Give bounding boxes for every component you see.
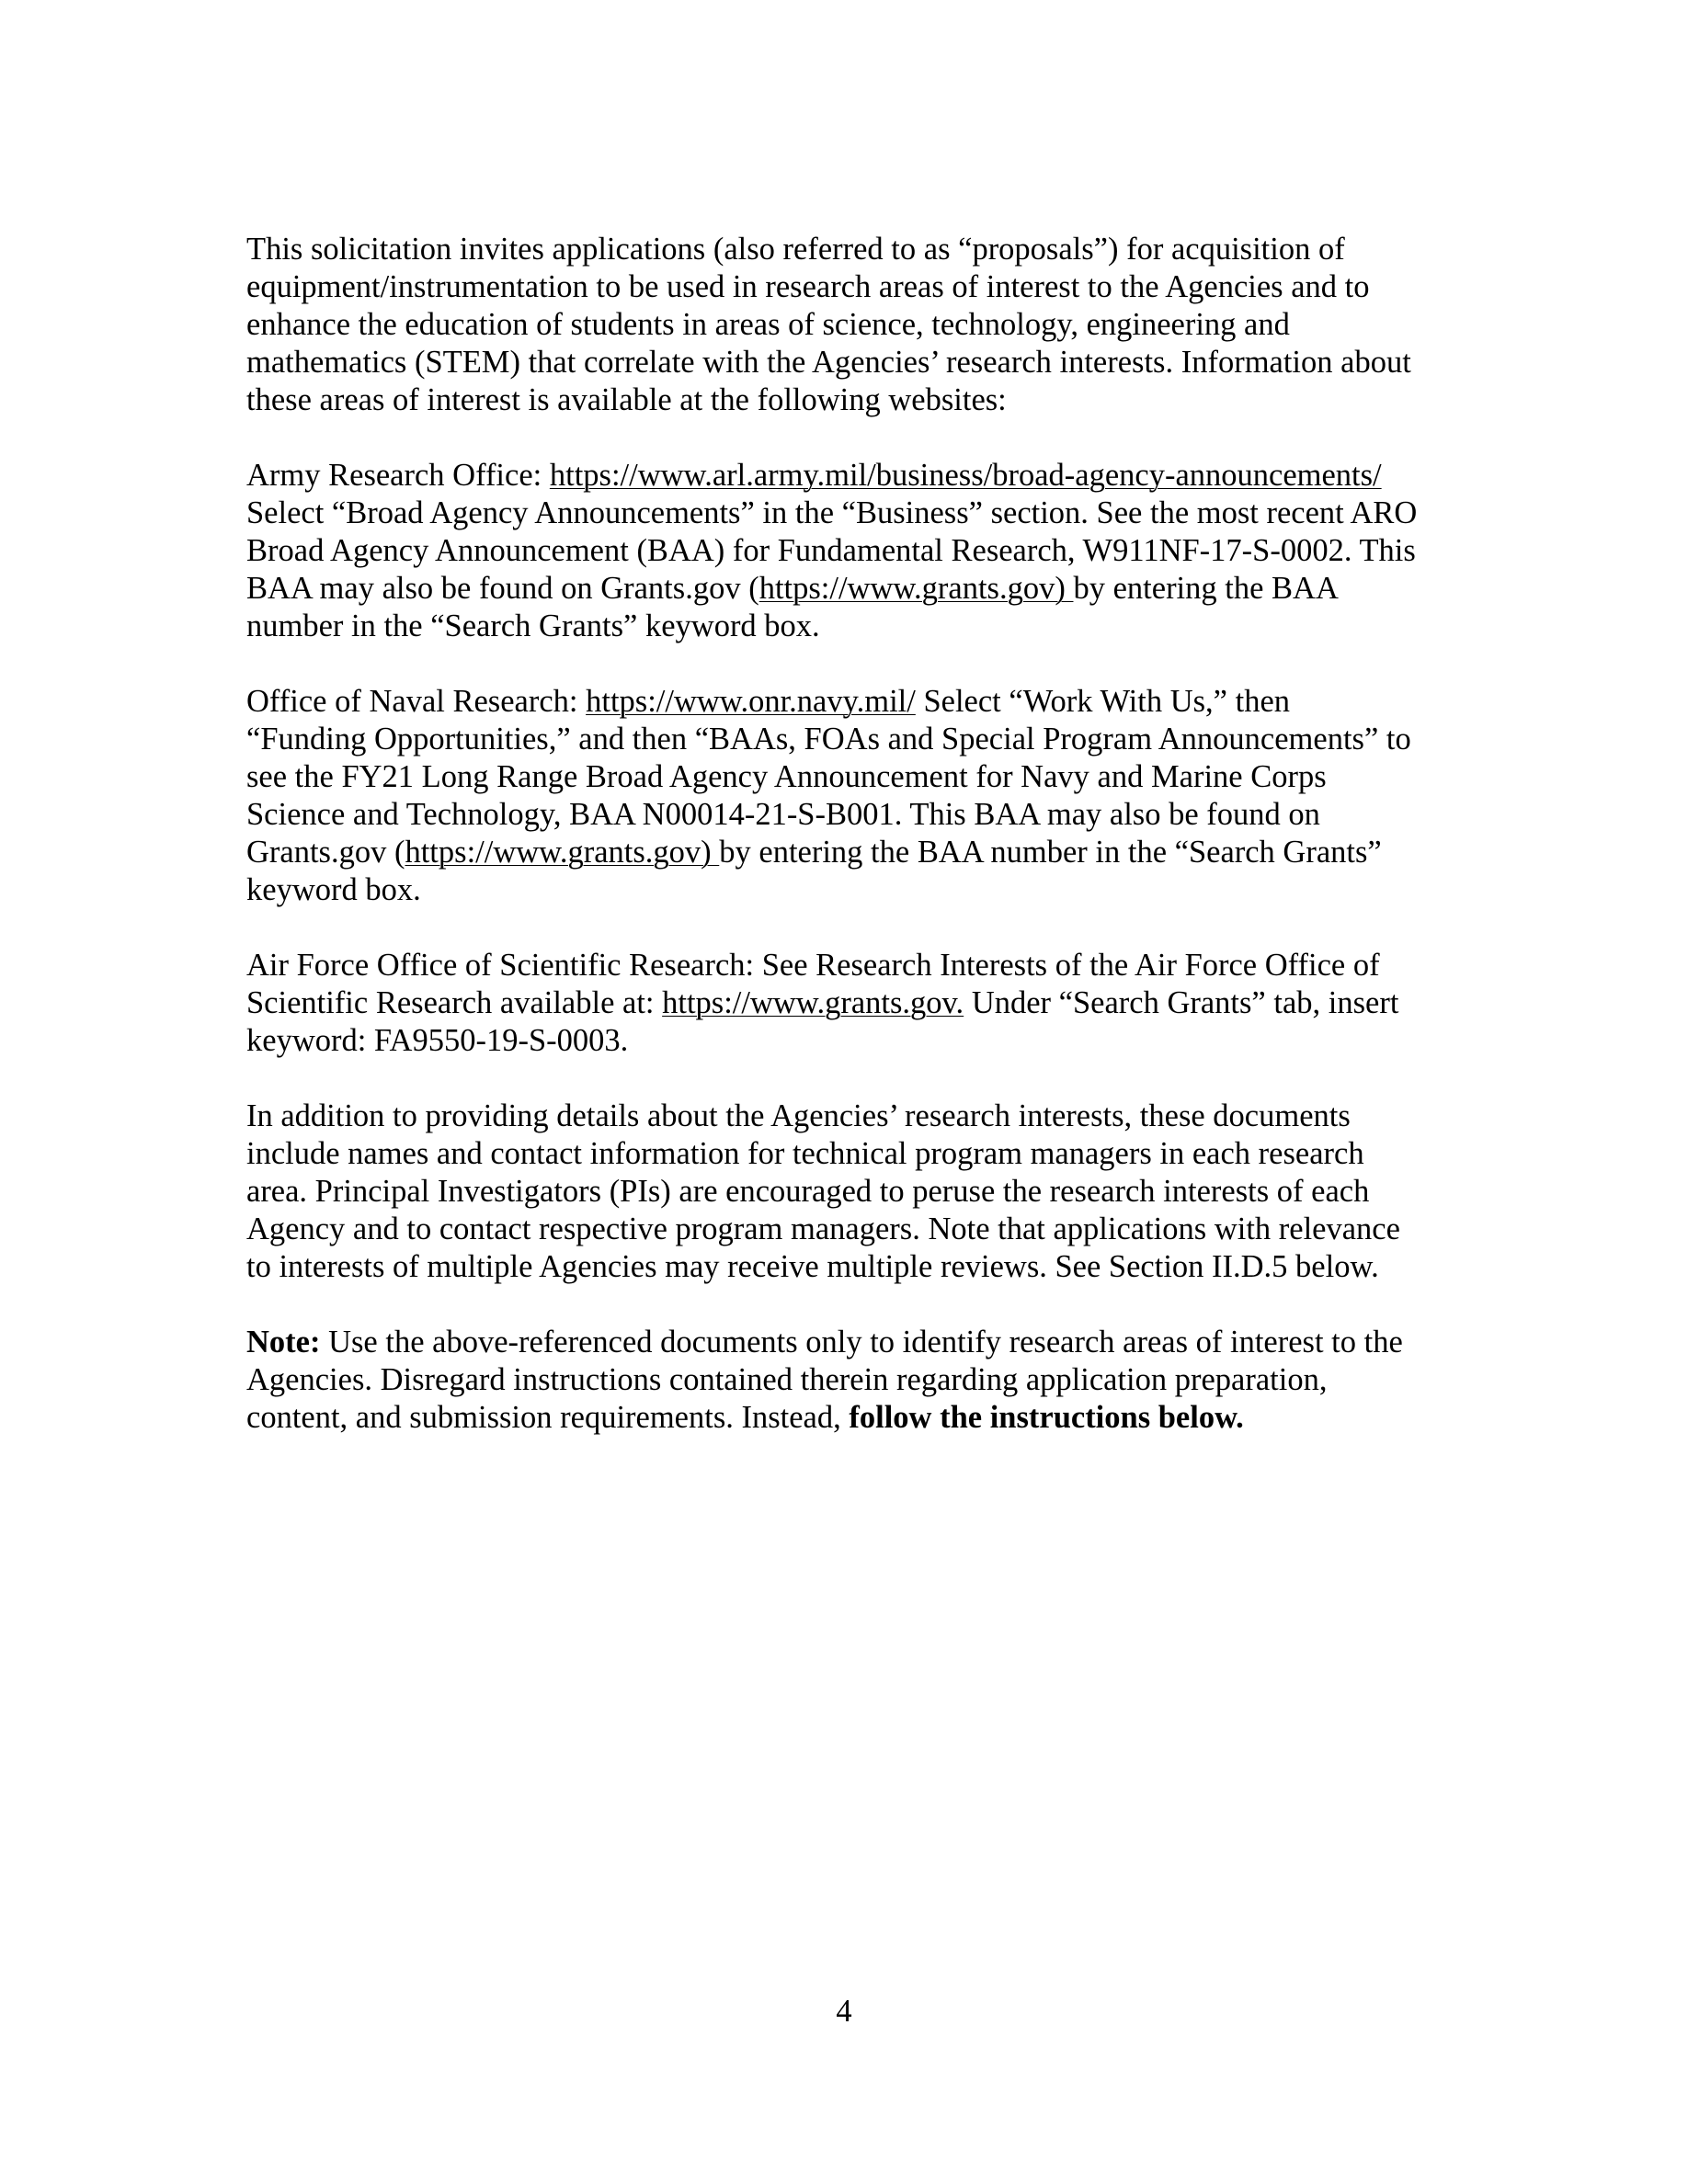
- page-number: 4: [836, 1994, 852, 2029]
- text-line: see the FY21 Long Range Broad Agency Announcement for Navy and Marine Corps: [246, 759, 1327, 794]
- text-line: Air Force Office of Scientific Research: See Research Interests of the Air Force Office of: [246, 948, 1380, 983]
- text-line: number in the “Search Grants” keyword box.: [246, 609, 820, 643]
- note-paragraph: [246, 1324, 1478, 1437]
- text-line: area. Principal Investigators (PIs) are encouraged to peruse the research interests of each: [246, 1174, 1370, 1209]
- text-line: This solicitation invites applications (also referred to as “proposals”) for acquisition of: [246, 232, 1345, 267]
- note-label: Note:: [246, 1325, 321, 1359]
- text-segment: Select “Work With Us,” then: [915, 684, 1291, 719]
- document-body: [246, 231, 1478, 1474]
- onr-paragraph: [246, 683, 1478, 909]
- aro-paragraph: [246, 457, 1478, 645]
- text-line: [246, 1324, 1478, 1361]
- text-segment: BAA may also be found on Grants.gov (: [246, 571, 759, 606]
- afosr-grants-gov-link[interactable]: https://www.grants.gov.: [662, 985, 964, 1020]
- text-line: [246, 457, 1478, 495]
- text-line: enhance the education of students in areas of science, technology, engineering and: [246, 307, 1290, 342]
- text-segment: content, and submission requirements. Instead,: [246, 1400, 850, 1435]
- text-segment: by entering the BAA: [1073, 571, 1339, 606]
- text-line: In addition to providing details about the Agencies’ research interests, these documents: [246, 1098, 1351, 1133]
- text-line: [246, 683, 1478, 721]
- text-segment: Use the above-referenced documents only to identify research areas of interest to the: [320, 1325, 1403, 1359]
- onr-label: Office of Naval Research:: [246, 684, 587, 719]
- contacts-paragraph: [246, 1098, 1478, 1286]
- text-line: mathematics (STEM) that correlate with the Agencies’ research interests. Information about: [246, 345, 1411, 380]
- aro-label: Army Research Office:: [246, 458, 550, 493]
- text-line: Science and Technology, BAA N00014-21-S-B001. This BAA may also be found on: [246, 797, 1320, 832]
- aro-baa-link[interactable]: https://www.arl.army.mil/business/broad-agency-announcements/: [549, 458, 1382, 493]
- text-line: Agencies. Disregard instructions contained therein regarding application preparation,: [246, 1362, 1328, 1397]
- intro-paragraph: [246, 231, 1478, 419]
- text-line: keyword box.: [246, 872, 421, 907]
- afosr-paragraph: [246, 947, 1478, 1060]
- aro-grants-gov-link[interactable]: https://www.grants.gov): [758, 571, 1074, 606]
- text-line: these areas of interest is available at the following websites:: [246, 382, 1007, 417]
- onr-website-link[interactable]: https://www.onr.navy.mil/: [586, 684, 916, 719]
- text-line: Agency and to contact respective program managers. Note that applications with relevance: [246, 1211, 1400, 1246]
- text-line: Broad Agency Announcement (BAA) for Fundamental Research, W911NF-17-S-0002. This: [246, 533, 1416, 568]
- text-line: [246, 834, 1478, 871]
- text-line: include names and contact information for technical program managers in each research: [246, 1136, 1364, 1171]
- text-line: [246, 1399, 1478, 1437]
- text-segment: Under “Search Grants” tab, insert: [964, 985, 1399, 1020]
- onr-grants-gov-link[interactable]: https://www.grants.gov): [405, 835, 720, 870]
- text-line: to interests of multiple Agencies may receive multiple reviews. See Section II.D.5 below.: [246, 1249, 1379, 1284]
- text-line: [246, 984, 1478, 1022]
- text-segment: by entering the BAA number in the “Search Grants”: [719, 835, 1382, 870]
- text-line: Select “Broad Agency Announcements” in the “Business” section. See the most recent ARO: [246, 495, 1418, 530]
- text-line: equipment/instrumentation to be used in research areas of interest to the Agencies and to: [246, 269, 1370, 304]
- note-emphasis: follow the instructions below.: [849, 1400, 1244, 1435]
- text-line: keyword: FA9550-19-S-0003.: [246, 1023, 629, 1058]
- text-segment: Grants.gov (: [246, 835, 405, 870]
- text-line: “Funding Opportunities,” and then “BAAs, FOAs and Special Program Announcements” to: [246, 722, 1411, 756]
- text-line: [246, 570, 1478, 608]
- text-segment: Scientific Research available at:: [246, 985, 663, 1020]
